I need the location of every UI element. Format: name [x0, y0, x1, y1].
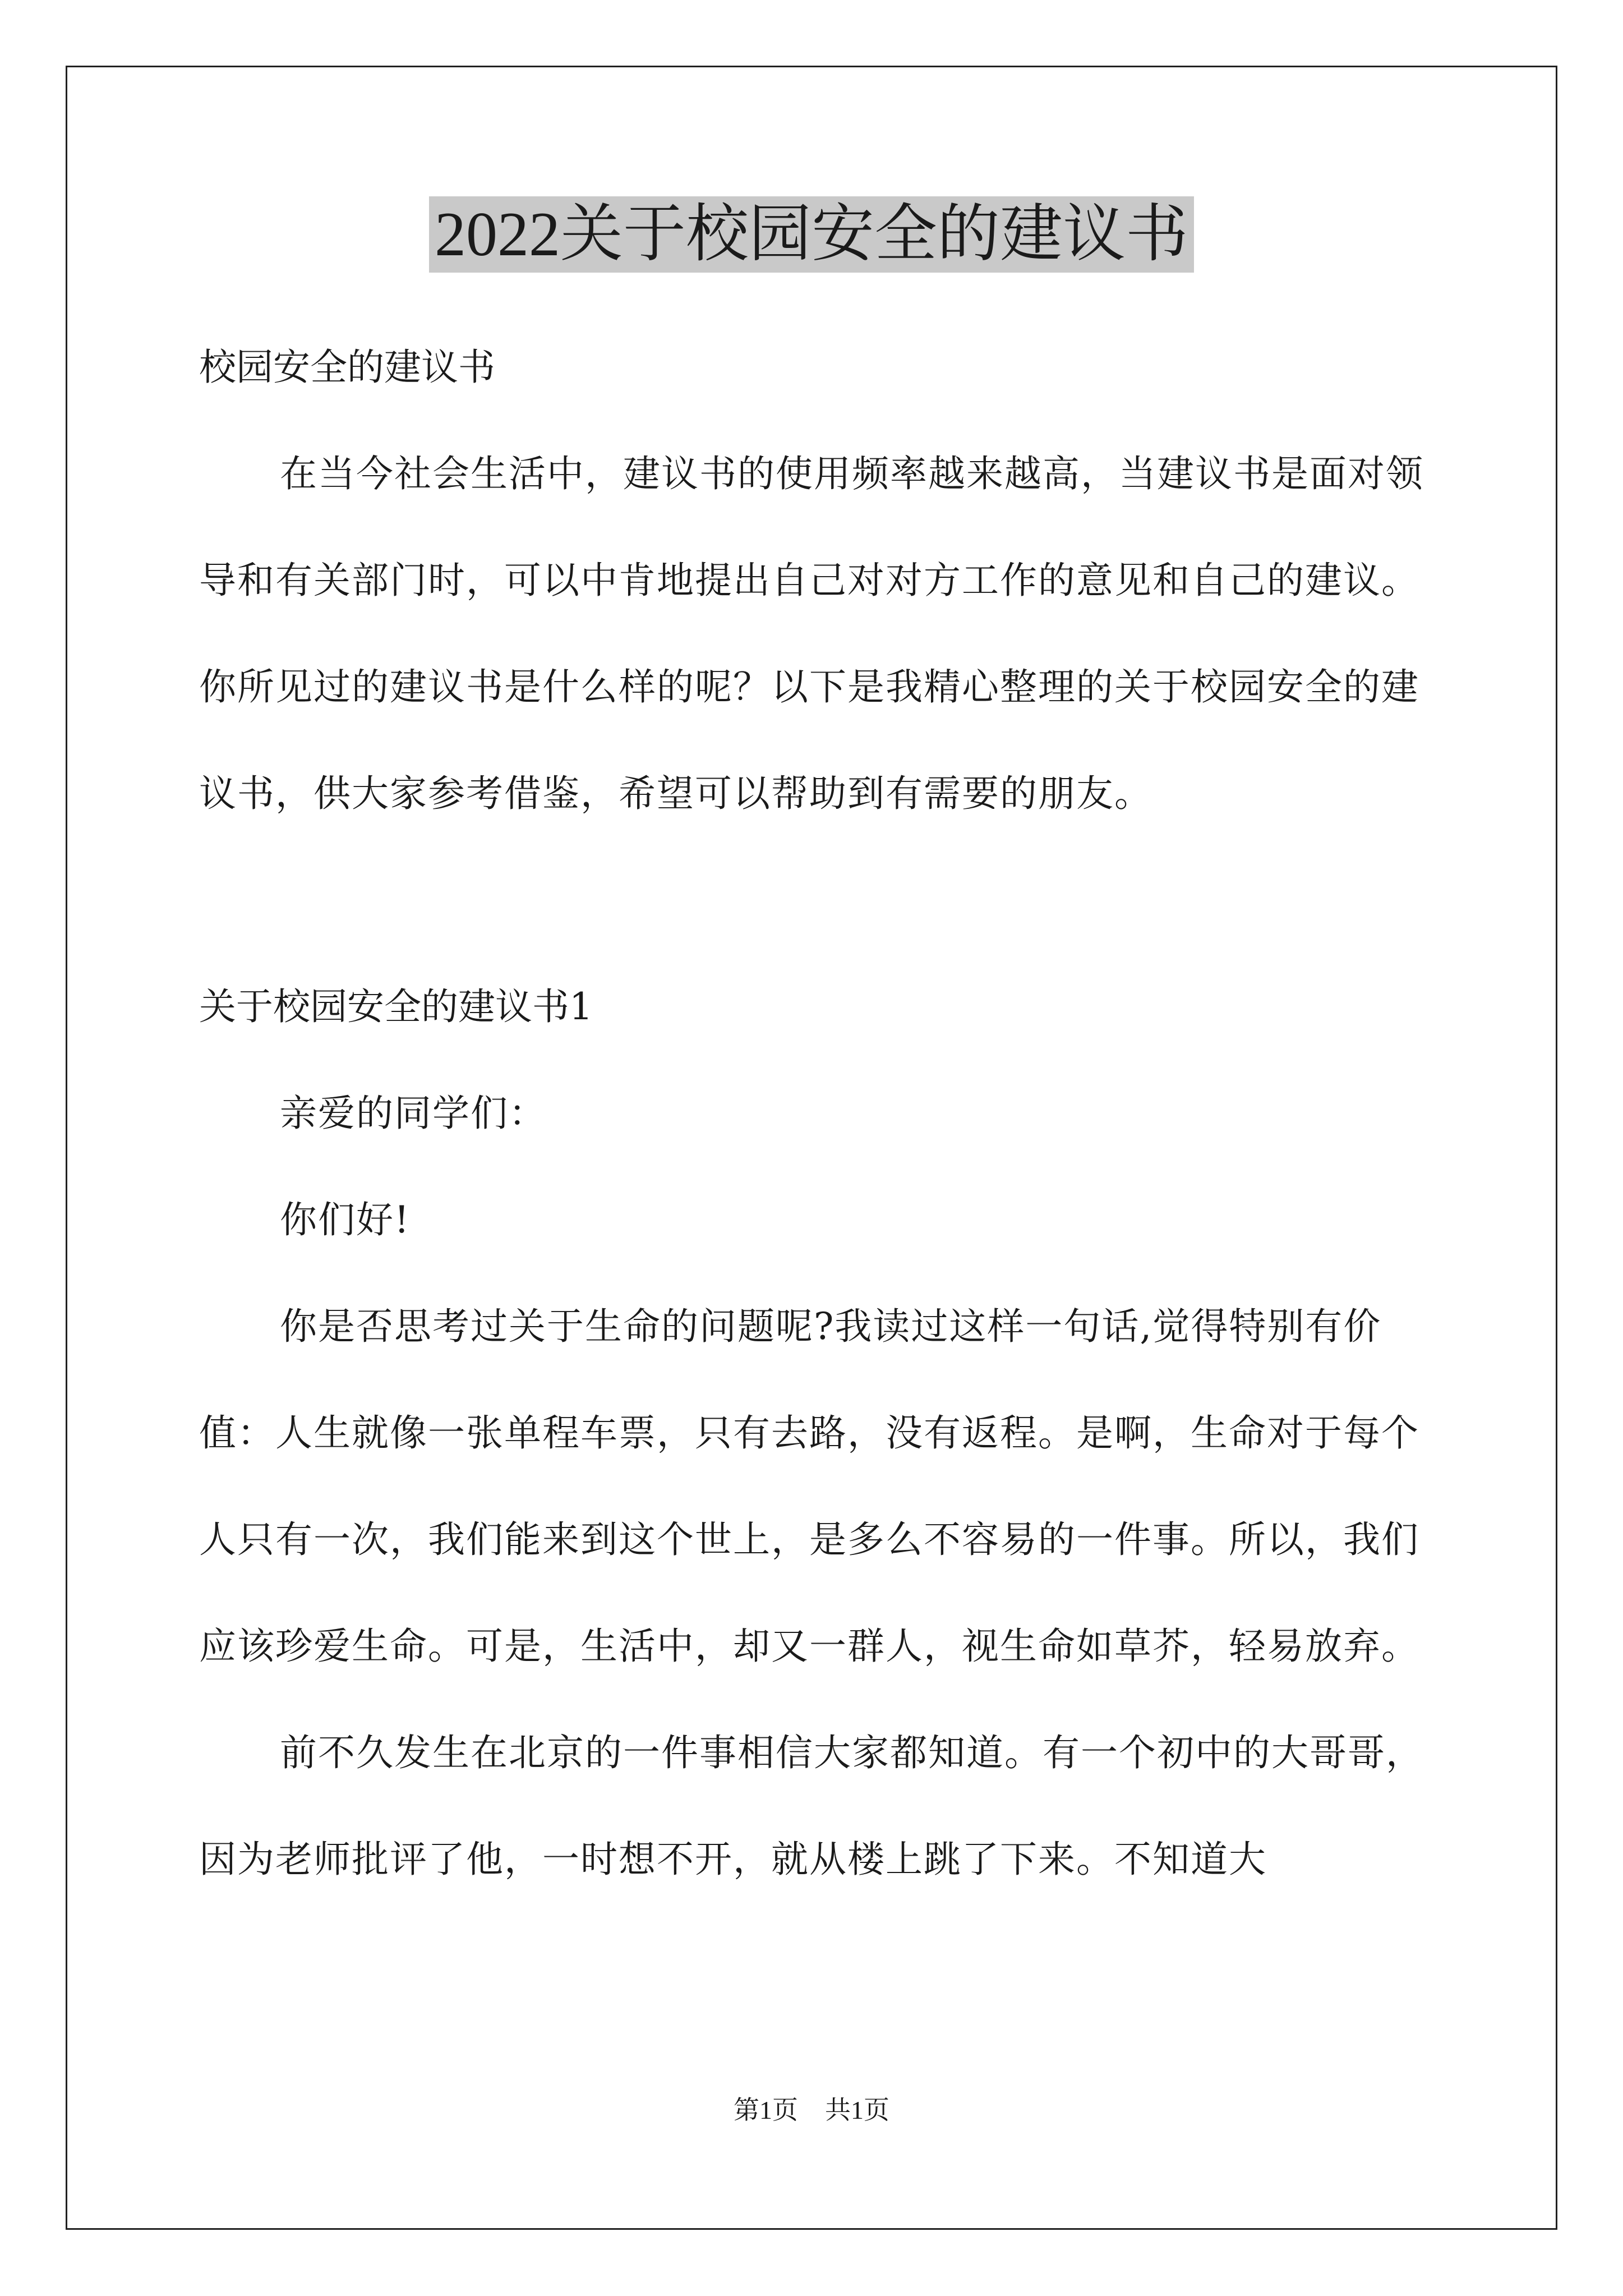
section-gap	[199, 847, 1424, 954]
section-title: 关于校园安全的建议书1	[199, 985, 593, 1028]
page-number-total: 共1页	[825, 2096, 889, 2124]
salutation: 亲爱的同学们：	[280, 1092, 547, 1135]
page-footer	[0, 2090, 1623, 2127]
greeting: 你们好!	[280, 1198, 411, 1241]
document-body	[199, 314, 1424, 1913]
document-title-text: 2022关于校园安全的建议书	[429, 196, 1194, 273]
body-paragraph: 你是否思考过关于生命的问题呢?我读过这样一句话,觉得特别有价值：人生就像一张单程车票，只有去路，没有返程。是啊，生命对于每个人只有一次，我们能来到这个世上，是多么不容易的一件事。所以，我们应该珍爱生命。可是，生活中，却又一群人，视生命如草芥，轻易放弃。	[199, 1305, 1419, 1668]
subtitle: 校园安全的建议书	[199, 346, 495, 389]
document-title	[0, 195, 1623, 274]
page-number-current: 第1页	[734, 2096, 798, 2124]
intro-paragraph: 在当今社会生活中，建议书的使用频率越来越高，当建议书是面对领导和有关部门时，可以中肯地提出自己对对方工作的意见和自己的建议。你所见过的建议书是什么样的呢？以下是我精心整理的关于校园安全的建议书，供大家参考借鉴，希望可以帮助到有需要的朋友。	[199, 452, 1424, 815]
body-paragraph: 前不久发生在北京的一件事相信大家都知道。有一个初中的大哥哥，因为老师批评了他，一时想不开，就从楼上跳了下来。不知道大	[199, 1731, 1424, 1881]
